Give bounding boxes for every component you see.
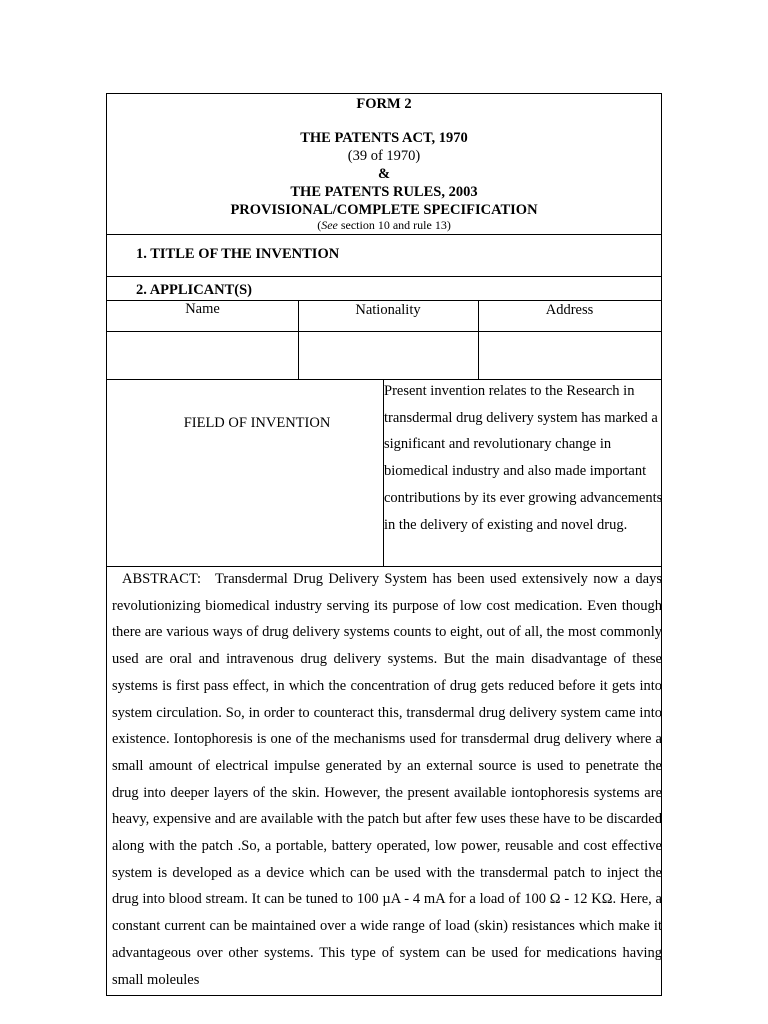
divider [107,234,661,235]
field-of-invention-label: FIELD OF INVENTION [183,415,331,431]
act-title: THE PATENTS ACT, 1970 [300,130,468,146]
form-number: FORM 2 [356,96,412,112]
ampersand: & [377,166,391,182]
reference-open: ( [317,218,322,232]
table-header-nationality: Nationality [355,302,421,318]
abstract [112,566,662,993]
table-header-border [107,331,661,332]
applicant-label: 2. APPLICANT(S) [136,282,253,298]
specification-title: PROVISIONAL/COMPLETE SPECIFICATION [230,202,538,218]
reference-rest: section 10 and rule 13) [337,218,451,232]
section-reference [107,218,661,232]
abstract-text: Transdermal Drug Delivery System has been used extensively now a days revolutionizing biomedical industry serving its purpose of low cost medication. Even though there are various ways of drug delivery systems counts to eight, out of all, the most commonly used are oral and intravenous drug delivery systems. But the main disadvantage of these systems is first pass effect, in which the concentration of drug gets reduced before it gets into system circulation. So, in order to counteract this, transdermal drug delivery system came into existence. Iontophoresis is one of the mechanisms used for transdermal drug delivery where a small amount of electrical impulse generated by an external source is used to penetrate the drug into deeper layers of the skin. However, the present available iontophoresis systems are heavy, expensive and are available with the patch but after few uses these have to be discarded along with the patch .So, a portable, battery operated, low power, reusable and cost effective system is developed as a device which can be used with the transdermal patch to inject the drug into blood stream. It can be tuned to 100 µA - 4 mA for a load of 100 Ω - 12 KΩ. Here, a constant current can be maintained over a wide range of load (skin) resistances which make it advantageous over other systems. This type of system can be used for medications having small moleules [112,571,662,988]
act-number: (39 of 1970) [347,148,421,164]
field-of-invention-text: Present invention relates to the Research in transdermal drug delivery system has marked a significant and revolutionary change in biomedical industry and also made important contributions by its ever growing advancements in the delivery of existing and novel drug. [384,383,663,533]
reference-see: See [321,218,338,232]
rules-title: THE PATENTS RULES, 2003 [290,184,478,200]
table-header-name: Name [185,301,220,317]
abstract-label: ABSTRACT: [122,571,202,587]
patent-form [106,93,662,996]
table-header-address: Address [545,302,594,318]
title-of-invention-label: 1. TITLE OF THE INVENTION [136,246,340,262]
divider [107,276,661,277]
